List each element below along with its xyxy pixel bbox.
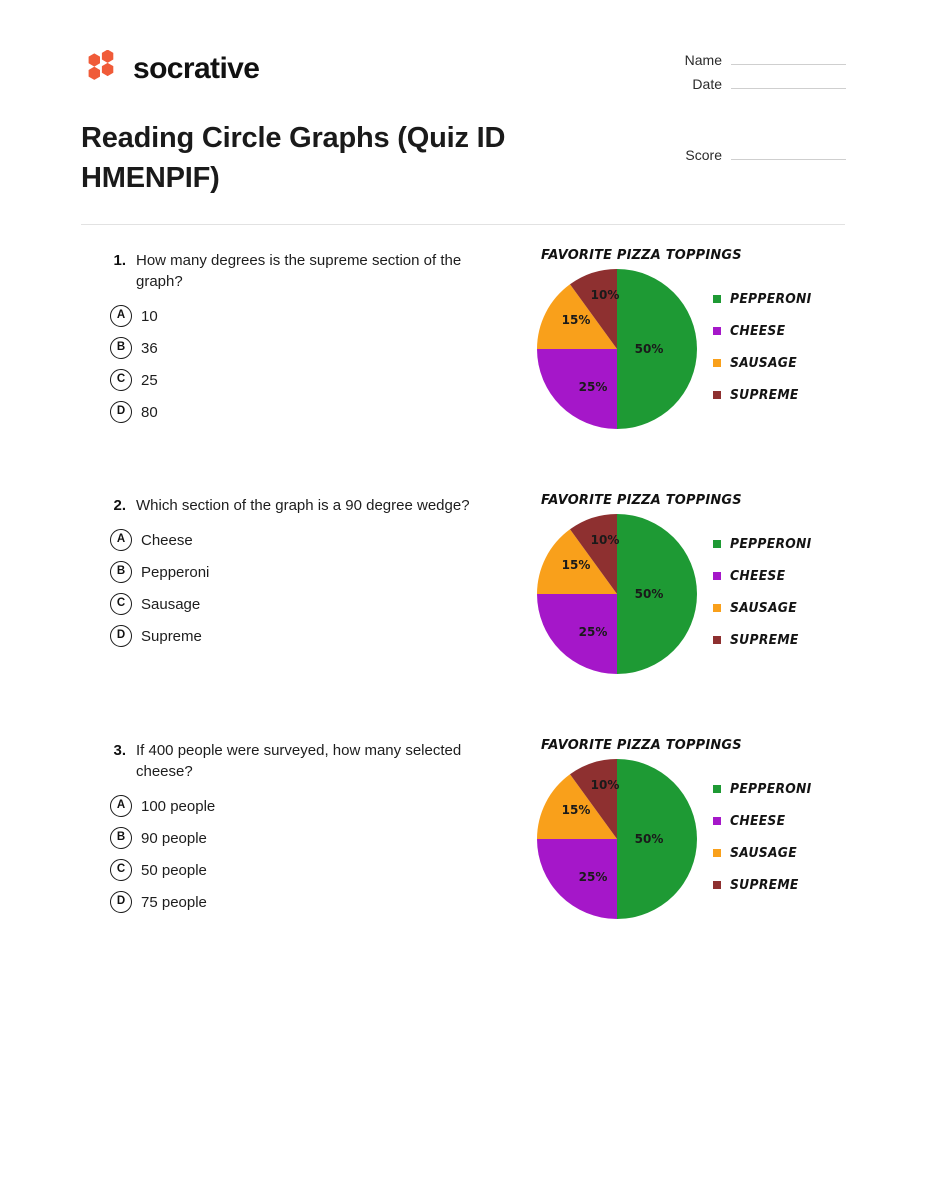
legend-label: PEPPERONI xyxy=(730,291,812,307)
questions-list xyxy=(0,225,926,955)
legend-label: CHEESE xyxy=(730,323,786,339)
choice-option[interactable] xyxy=(110,556,530,588)
question-text: If 400 people were surveyed, how many selected cheese? xyxy=(136,742,462,780)
question-heading xyxy=(110,740,530,782)
date-field-row xyxy=(666,76,846,93)
pie-chart xyxy=(535,512,865,676)
choice-label: 75 people xyxy=(141,893,207,911)
question-content xyxy=(110,470,530,652)
legend-item xyxy=(713,292,816,307)
choice-option[interactable] xyxy=(110,854,530,886)
question-text: Which section of the graph is a 90 degree wedge? xyxy=(136,497,470,514)
question-content xyxy=(110,715,530,918)
choice-label: Pepperoni xyxy=(141,563,210,581)
legend-swatch-supreme xyxy=(713,881,721,889)
choice-bubble-a[interactable]: A xyxy=(110,305,132,327)
score-field-row xyxy=(666,147,846,164)
pie-value-sausage: 15% xyxy=(561,558,591,572)
choice-bubble-d[interactable]: D xyxy=(110,401,132,423)
choice-option[interactable] xyxy=(110,300,530,332)
legend-label: SAUSAGE xyxy=(730,845,797,861)
legend-item xyxy=(713,388,816,403)
question-block xyxy=(0,715,926,955)
choice-label: Supreme xyxy=(141,627,202,645)
choice-bubble-d[interactable]: D xyxy=(110,891,132,913)
chart-title: FAVORITE PIZZA TOPPINGS xyxy=(541,737,742,753)
score-label: Score xyxy=(685,147,722,163)
choice-option[interactable] xyxy=(110,332,530,364)
choice-label: Cheese xyxy=(141,531,193,549)
choices-list xyxy=(110,790,530,918)
legend-item xyxy=(713,324,816,339)
legend-item xyxy=(713,356,816,371)
pie-value-supreme: 10% xyxy=(590,288,620,302)
legend-swatch-pepperoni xyxy=(713,540,721,548)
legend-item xyxy=(713,846,816,861)
pie-graphic xyxy=(535,267,699,431)
question-figure xyxy=(535,225,865,431)
pie-value-supreme: 10% xyxy=(590,533,620,547)
choice-label: 36 xyxy=(141,339,158,357)
pie-value-cheese: 25% xyxy=(578,870,608,884)
question-block xyxy=(0,225,926,470)
question-heading xyxy=(110,250,530,292)
legend-item xyxy=(713,537,816,552)
legend-item xyxy=(713,782,816,797)
question-number: 2. xyxy=(113,497,126,514)
legend-swatch-sausage xyxy=(713,604,721,612)
choice-option[interactable] xyxy=(110,620,530,652)
legend-label: SUPREME xyxy=(730,387,799,403)
choice-bubble-b[interactable]: B xyxy=(110,827,132,849)
legend-swatch-supreme xyxy=(713,636,721,644)
legend-label: CHEESE xyxy=(730,813,786,829)
pie-value-supreme: 10% xyxy=(590,778,620,792)
choice-option[interactable] xyxy=(110,524,530,556)
legend-label: PEPPERONI xyxy=(730,781,812,797)
legend-label: SUPREME xyxy=(730,632,799,648)
question-figure xyxy=(535,715,865,921)
choice-option[interactable] xyxy=(110,822,530,854)
name-write-line[interactable] xyxy=(731,64,846,65)
chart-legend xyxy=(713,292,816,407)
choice-bubble-b[interactable]: B xyxy=(110,337,132,359)
legend-label: PEPPERONI xyxy=(730,536,812,552)
choice-bubble-c[interactable]: C xyxy=(110,593,132,615)
choice-option[interactable] xyxy=(110,364,530,396)
choice-option[interactable] xyxy=(110,886,530,918)
choice-label: 90 people xyxy=(141,829,207,847)
question-number: 3. xyxy=(113,742,126,759)
choice-bubble-a[interactable]: A xyxy=(110,795,132,817)
legend-label: SUPREME xyxy=(730,877,799,893)
socrative-logo xyxy=(81,50,259,88)
legend-item xyxy=(713,814,816,829)
pie-value-cheese: 25% xyxy=(578,625,608,639)
pie-value-pepperoni: 50% xyxy=(634,342,664,356)
page-title: Reading Circle Graphs (Quiz ID HMENPIF) xyxy=(81,122,506,194)
chart-legend xyxy=(713,782,816,897)
choice-option[interactable] xyxy=(110,588,530,620)
choice-label: 25 xyxy=(141,371,158,389)
choice-label: 10 xyxy=(141,307,158,325)
legend-item xyxy=(713,569,816,584)
chart-legend xyxy=(713,537,816,652)
choices-list xyxy=(110,300,530,428)
pie-value-sausage: 15% xyxy=(561,803,591,817)
legend-label: SAUSAGE xyxy=(730,355,797,371)
legend-item xyxy=(713,878,816,893)
legend-swatch-cheese xyxy=(713,572,721,580)
question-block xyxy=(0,470,926,715)
chart-title: FAVORITE PIZZA TOPPINGS xyxy=(541,492,742,508)
pie-value-pepperoni: 50% xyxy=(634,587,664,601)
legend-item xyxy=(713,601,816,616)
pie-chart xyxy=(535,267,865,431)
legend-item xyxy=(713,633,816,648)
name-label: Name xyxy=(684,52,722,68)
name-field-row xyxy=(666,52,846,69)
choice-bubble-a[interactable]: A xyxy=(110,529,132,551)
choice-bubble-c[interactable]: C xyxy=(110,859,132,881)
pie-value-sausage: 15% xyxy=(561,313,591,327)
choice-label: 80 xyxy=(141,403,158,421)
student-meta-fields xyxy=(666,52,846,171)
choices-list xyxy=(110,524,530,652)
choice-bubble-d[interactable]: D xyxy=(110,625,132,647)
question-content xyxy=(110,225,530,428)
choice-option[interactable] xyxy=(110,790,530,822)
legend-swatch-sausage xyxy=(713,359,721,367)
socrative-hexagon-logo-icon xyxy=(81,50,119,88)
choice-bubble-b[interactable]: B xyxy=(110,561,132,583)
pie-graphic xyxy=(535,757,699,921)
legend-swatch-supreme xyxy=(713,391,721,399)
legend-swatch-cheese xyxy=(713,327,721,335)
choice-label: Sausage xyxy=(141,595,201,613)
legend-label: SAUSAGE xyxy=(730,600,797,616)
score-write-line[interactable] xyxy=(731,159,846,160)
question-figure xyxy=(535,470,865,676)
legend-swatch-sausage xyxy=(713,849,721,857)
legend-swatch-pepperoni xyxy=(713,785,721,793)
chart-title: FAVORITE PIZZA TOPPINGS xyxy=(541,247,742,263)
date-write-line[interactable] xyxy=(731,88,846,89)
choice-bubble-c[interactable]: C xyxy=(110,369,132,391)
pie-value-cheese: 25% xyxy=(578,380,608,394)
legend-swatch-pepperoni xyxy=(713,295,721,303)
pie-value-pepperoni: 50% xyxy=(634,832,664,846)
pie-svg xyxy=(535,267,699,431)
date-label: Date xyxy=(692,76,722,92)
legend-swatch-cheese xyxy=(713,817,721,825)
choice-option[interactable] xyxy=(110,396,530,428)
question-heading xyxy=(110,495,530,516)
legend-label: CHEESE xyxy=(730,568,786,584)
pie-chart xyxy=(535,757,865,921)
choice-label: 50 people xyxy=(141,861,207,879)
question-text: How many degrees is the supreme section of the graph? xyxy=(136,252,462,290)
question-number: 1. xyxy=(113,252,126,269)
pie-svg xyxy=(535,757,699,921)
page-header xyxy=(0,0,926,225)
pie-graphic xyxy=(535,512,699,676)
brand-wordmark: socrative xyxy=(133,52,260,85)
choice-label: 100 people xyxy=(141,797,216,815)
pie-svg xyxy=(535,512,699,676)
